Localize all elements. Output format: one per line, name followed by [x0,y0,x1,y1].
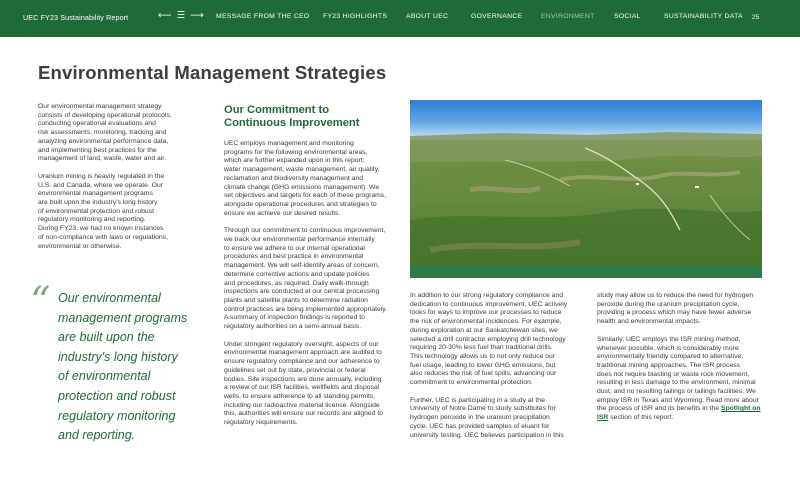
commitment-paragraph-2: Through our commitment to continuous improvement, we track our environmental performance internally to ensure we adhere to our internal operational procedures and best practice in environmental management. We will self-identify areas of concern, determine corrective actions and update policies and procedures, as required. Daily walk-through inspections are conducted at our central processing plants and satellite plants to determine radiation control practices are being implemented appropriately. A summary of inspection findings is reported to regulatory authorities on a semi-annual basis. [224,227,388,331]
main-nav [0,13,800,25]
menu-icon[interactable]: ☰ [176,10,186,21]
nav-environment[interactable]: ENVIRONMENT [541,13,595,20]
isr-column [597,292,765,432]
isr-paragraph-1: study may allow us to reduce the need for hydrogen peroxide during the uranium precipitation cycle, providing a process which may have fewer adverse health and environmental impacts. [597,292,754,326]
previous-page-icon[interactable]: ⟵ [158,10,172,21]
improvement-paragraph-2: Further, UEC is participating in a study at the University of Notre Dame to study substitutes for hydrogen peroxide in the uranium precipitation cycle. UEC has provided samples of eluant for university testing. UEC believes participation in this [410,396,564,439]
page-number: 25 [752,14,760,21]
nav-sustainability-data[interactable]: SUSTAINABILITY DATA [664,13,743,20]
commitment-column [224,140,396,437]
isr-paragraph-2 [597,336,765,423]
nav-fy23-highlights[interactable]: FY23 HIGHLIGHTS [323,13,388,20]
report-title[interactable]: UEC FY23 Sustainability Report [23,13,129,22]
commitment-paragraph-3: Under stringent regulatory oversight, aspects of our environmental management approach are audited to ensure regulatory compliance and our adherence to guidelines set out by state, provincial or federal bodies. Site inspections are done annually, including a review of our ISR facilities, wellfields and disposal wells, to ensure adherence to all standing permits, including our radioactive material license. Alongside this, authorities will ensure our records are aligned to regulatory requirements. [224,340,384,427]
next-page-icon[interactable]: ⟶ [190,10,204,21]
top-nav-bar [0,0,800,37]
intro-paragraph-1: Our environmental management strategy consists of developing operational protocols, conducting operational evaluations and risk assessments, monitoring, tracking and analyzing environmental performance data, and implementing best practices for the management of land, waste, water and air. [38,103,172,163]
intro-paragraph-2: Uranium mining is heavily regulated in the U.S. and Canada, where we operate. Our environmental management programs are built upon the industry's long history of environmental protection and robust regulatory monitoring and reporting. During FY23, we had no known instances of non-compliance with laws or regulations, environmental or otherwise. [38,172,168,250]
quote-mark-icon: “ [30,279,51,325]
improvement-column [410,292,586,449]
isr-paragraph-2-text: Similarly, UEC employs the ISR mining method, whenever possible, which is considerably more environmentally friendly compared to alternative, traditional mining approaches. The ISR process does not require blasting or waste rock movement, resulting in less damage to the environment, minimal dust, and no resulting tailings or tailings facilities. We employ ISR in Texas and Wyoming. Read more about the process of ISR and its benefits in the [597,335,759,413]
landscape-illustration [410,100,762,278]
intro-column [38,103,203,260]
commitment-paragraph-1: UEC employs management and monitoring programs for the following environmental areas, which are further expanded upon in this report: water management, waste management, air quality, reclamation and biodiversity management and climate change (GHG emissions management). We set objectives and targets for each of these programs, alongside operational procedures and strategies to ensure we achieve our desired results. [224,140,387,217]
grassland-landscape-photo [410,100,762,278]
spotlight-on-isr-link[interactable]: Spotlight on [720,405,761,413]
improvement-paragraph-1: In addition to our strong regulatory compliance and dedication to continuous improvement, UEC actively looks for ways to improve our processes to reduce the risk of environmental incidences. For example, during exploration at our Saskatchewan sites, we selected a drill contractor employing drill technology requiring 20-30% less fuel than traditional drills. This technology allows us to not only reduce our fuel usage, leading to lower GHG emissions, but also reduces the risk of fuel spills, advancing our commitment to environmental protection. [410,292,568,387]
commitment-heading: Our Commitment to Continuous Improvement [224,104,360,129]
pull-quote: Our environmental management programs are built upon the industry's long history of environmental protection and robust regulatory monitoring and reporting. [58,291,188,443]
isr-paragraph-2-end: section of this report. [608,414,674,422]
nav-social[interactable]: SOCIAL [614,13,641,20]
page-title: Environmental Management Strategies [38,62,387,83]
nav-about-uec[interactable]: ABOUT UEC [406,13,449,20]
spotlight-on-isr-link-continued[interactable]: ISR [597,414,609,422]
nav-message-from-ceo[interactable]: MESSAGE FROM THE CEO [216,13,310,20]
nav-governance[interactable]: GOVERNANCE [471,13,523,20]
